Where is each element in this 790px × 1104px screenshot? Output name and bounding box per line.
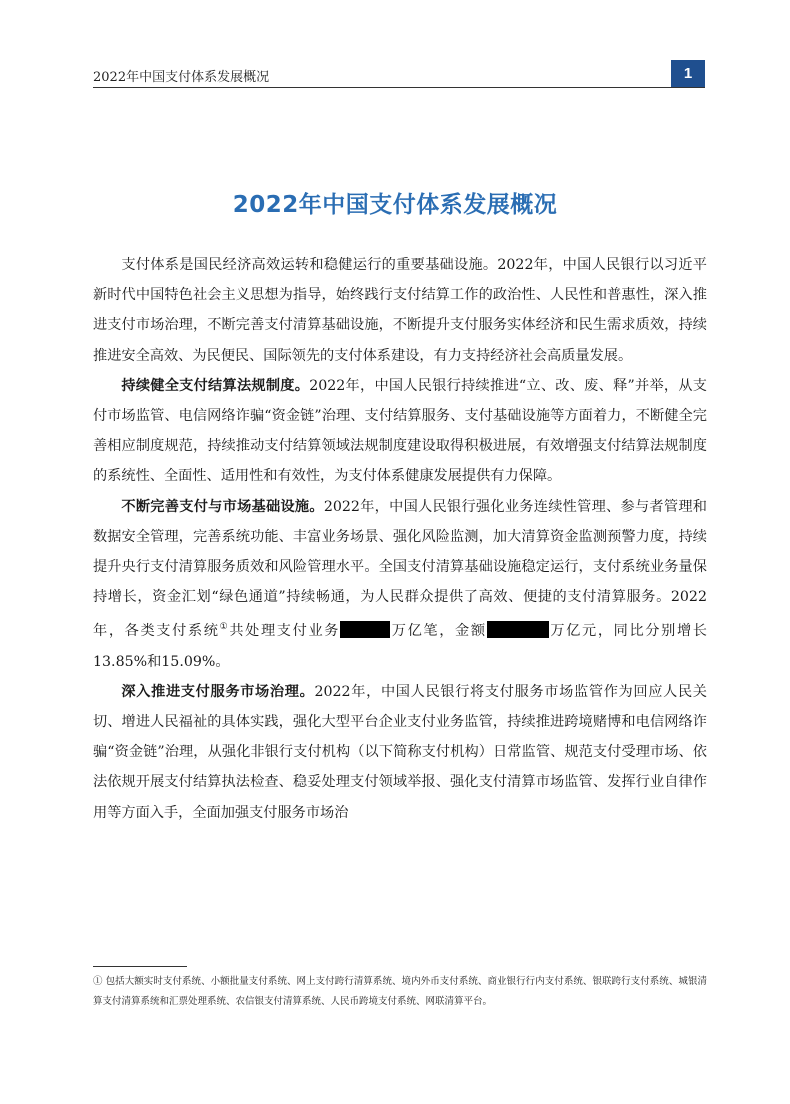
footnote-divider [93, 966, 187, 967]
document-body [93, 250, 707, 828]
section-text-infrastructure-d: 万亿元，同比分别增长13.85%和15.09%。 [93, 623, 707, 670]
footnote: ① 包括大额实时支付系统、小额批量支付系统、网上支付跨行清算系统、境内外币支付系统、商业银行行内支付系统、银联跨行支付系统、城银清算支付清算系统和汇票处理系统、农信银支付清算系统、人民币跨境支付系统、网联清算平台。 [93, 976, 707, 1007]
section-lead-market-governance: 深入推进支付服务市场治理。 [121, 683, 315, 700]
section-text-infrastructure-a: 2022年，中国人民银行强化业务连续性管理、参与者管理和数据安全管理，完善系统功能、丰富业务场景、强化风险监测，加大清算资金监测预警力度，持续提升央行支付清算服务质效和风险管理水平。全国支付清算基础设施稳定运行，支付系统业务量保持增长，资金汇划“绿色通道”持续畅通，为人民群众提供了高效、便捷的支付清算服务。2022年，各类支付系统 [93, 498, 707, 640]
footnote-reference: ① [219, 622, 230, 633]
header-divider [93, 87, 705, 88]
page-number-badge: 1 [671, 60, 705, 88]
redaction-box [487, 621, 549, 638]
redaction-box [340, 621, 390, 638]
section-text-market-governance: 2022年，中国人民银行将支付服务市场监管作为回应人民关切、增进人民福祉的具体实践，强化大型平台企业支付业务监管，持续推进跨境赌博和电信网络诈骗“资金链”治理，从强化非银行支付机构（以下简称支付机构）日常监管、规范支付受理市场、依法依规开展支付结算执法检查、稳妥处理支付领域举报、强化支付清算市场监管、发挥行业自律作用等方面入手，全面加强支付服务市场治 [93, 683, 707, 821]
intro-paragraph [93, 250, 707, 371]
intro-text: 支付体系是国民经济高效运转和稳健运行的重要基础设施。2022年，中国人民银行以习近平新时代中国特色社会主义思想为指导，始终践行支付结算工作的政治性、人民性和普惠性，深入推进支付市场治理，不断完善支付清算基础设施，不断提升支付服务实体经济和民生需求质效，持续推进安全高效、为民便民、国际领先的支付体系建设，有力支持经济社会高质量发展。 [93, 257, 707, 364]
section-lead-regulation: 持续健全支付结算法规制度。 [121, 377, 310, 394]
section-paragraph-regulation [93, 371, 707, 492]
section-text-regulation: 2022年，中国人民银行持续推进“立、改、废、释”并举，从支付市场监管、电信网络诈骗“资金链”治理、支付结算服务、支付基础设施等方面着力，不断健全完善相应制度规范，持续推动支付结算领域法规制度建设取得积极进展，有效增强支付结算法规制度的系统性、全面性、适用性和有效性，为支付体系健康发展提供有力保障。 [93, 377, 707, 485]
document-title: 2022年中国支付体系发展概况 [232, 192, 558, 218]
running-header [93, 60, 705, 88]
section-lead-infrastructure: 不断完善支付与市场基础设施。 [121, 498, 324, 515]
section-paragraph-infrastructure [93, 492, 707, 677]
running-header-title: 2022年中国支付体系发展概况 [93, 70, 270, 85]
section-text-infrastructure-b: 共处理支付业务 [229, 623, 341, 640]
section-paragraph-market-governance [93, 677, 707, 828]
section-text-infrastructure-c: 万亿笔，金额 [390, 623, 487, 640]
